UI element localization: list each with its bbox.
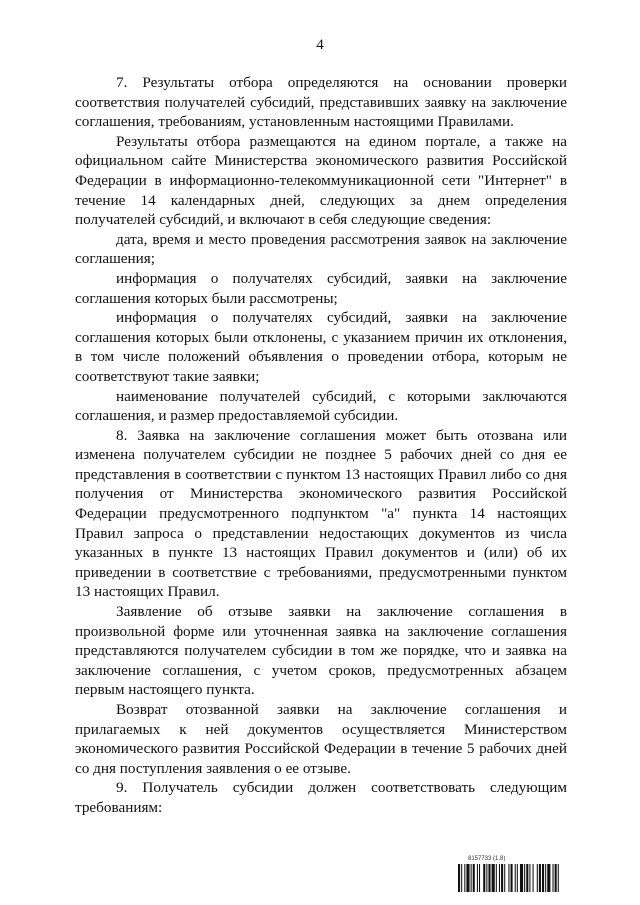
barcode-bar bbox=[477, 864, 478, 892]
barcode-bar bbox=[558, 864, 559, 892]
barcode-bar bbox=[533, 864, 534, 892]
barcode-bar bbox=[492, 864, 495, 892]
barcode-bar bbox=[542, 864, 544, 892]
barcode-bar bbox=[529, 864, 530, 892]
paragraph-withdrawal-statement: Заявление об отзыве заявки на заключение соглашения в произвольной форме или уточненная заявка на заключение соглашения представляются получателем субсидии в том же порядке, что и заявка на заключение соглашения, с учетом сроков, предусмотренных абзацем первым настоящего пункта. bbox=[75, 603, 567, 699]
barcode-bar bbox=[524, 864, 525, 892]
barcode-bar bbox=[539, 864, 541, 892]
barcode-bar bbox=[511, 864, 513, 892]
barcode-bar bbox=[458, 864, 460, 892]
barcode-bar bbox=[547, 864, 550, 892]
barcode-bar bbox=[555, 864, 557, 892]
paragraph-7-results: 7. Результаты отбора определяются на основании проверки соответствия получателей субсидий, представивших заявку на заключение соглашения, требованиям, установленным настоящими Правилами. bbox=[75, 74, 567, 131]
barcode-bar bbox=[464, 864, 465, 892]
barcode-bar bbox=[545, 864, 546, 892]
barcode-bar bbox=[479, 864, 480, 892]
list-item-reviewed-applicants: информация о получателях субсидий, заявки на заключение соглашения которых были рассмотрены; bbox=[75, 269, 567, 307]
barcode-bar bbox=[520, 864, 523, 892]
barcode-bar bbox=[508, 864, 509, 892]
barcode-bar bbox=[504, 864, 505, 892]
barcode-bar bbox=[515, 864, 516, 892]
barcode-bar bbox=[471, 864, 472, 892]
paragraph-results-publication: Результаты отбора размещаются на едином портале, а также на официальном сайте Министерства экономического развития Российской Федерации в информационно-телекоммуникационной сети "Интернет" в течение 14 календарных дней, следующих за днем определения получателей субсидий, и включают в себя следующие сведения: bbox=[75, 132, 567, 229]
barcode-bar bbox=[488, 864, 490, 892]
barcode-bar bbox=[473, 864, 475, 892]
barcode-bar bbox=[466, 864, 469, 892]
paragraph-return-of-application: Возврат отозванной заявки на заключение соглашения и прилагаемых к ней документов осуществляется Министерством экономического развития Российской Федерации в течение 5 рабочих дней со дня поступления заявления о ее отзыве. bbox=[75, 701, 567, 777]
barcode-bar bbox=[526, 864, 528, 892]
page-number: 4 bbox=[316, 37, 324, 53]
list-item-date-time-place: дата, время и место проведения рассмотрения заявок на заключение соглашения; bbox=[75, 230, 567, 268]
barcode bbox=[458, 856, 598, 894]
barcode-bar bbox=[553, 864, 554, 892]
barcode-bar bbox=[517, 864, 518, 892]
paragraph-8-withdrawal: 8. Заявка на заключение соглашения может быть отозвана или изменена получателем субсидии не позднее 5 рабочих дней со дня ее представления в соответствии с пунктом 13 настоящих Правил либо со дня получения от Министерства экономического развития Российской Федерации предусмотренного подпунктом "а" пункта 14 настоящих Правил запроса о представлении недостающих документов из числа указанных в пункте 13 настоящих Правил документов и (или) об их приведении в соответствие с требованиями, предусмотренными пунктом 13 настоящих Правил. bbox=[75, 426, 567, 601]
list-item-recipients-names: наименование получателей субсидий, с которыми заключаются соглашения, и размер предоставляемой субсидии. bbox=[75, 387, 567, 425]
barcode-bar bbox=[501, 864, 503, 892]
paragraph-9-requirements: 9. Получатель субсидии должен соответствовать следующим требованиям: bbox=[75, 779, 567, 816]
barcode-bar bbox=[496, 864, 497, 892]
barcode-bar bbox=[499, 864, 500, 892]
document-body bbox=[75, 73, 567, 818]
barcode-bar bbox=[483, 864, 485, 892]
barcode-bars bbox=[458, 864, 598, 892]
barcode-bar bbox=[537, 864, 538, 892]
list-item-rejected-applicants: информация о получателях субсидий, заявки на заключение соглашения которых были отклонены, с указанием причин их отклонения, в том числе положений объявления о проведении отбора, которым не соответствуют такие заявки; bbox=[75, 309, 567, 385]
barcode-caption: 8157733 (1.8) bbox=[468, 856, 506, 862]
barcode-bar bbox=[461, 864, 462, 892]
barcode-bar bbox=[486, 864, 487, 892]
